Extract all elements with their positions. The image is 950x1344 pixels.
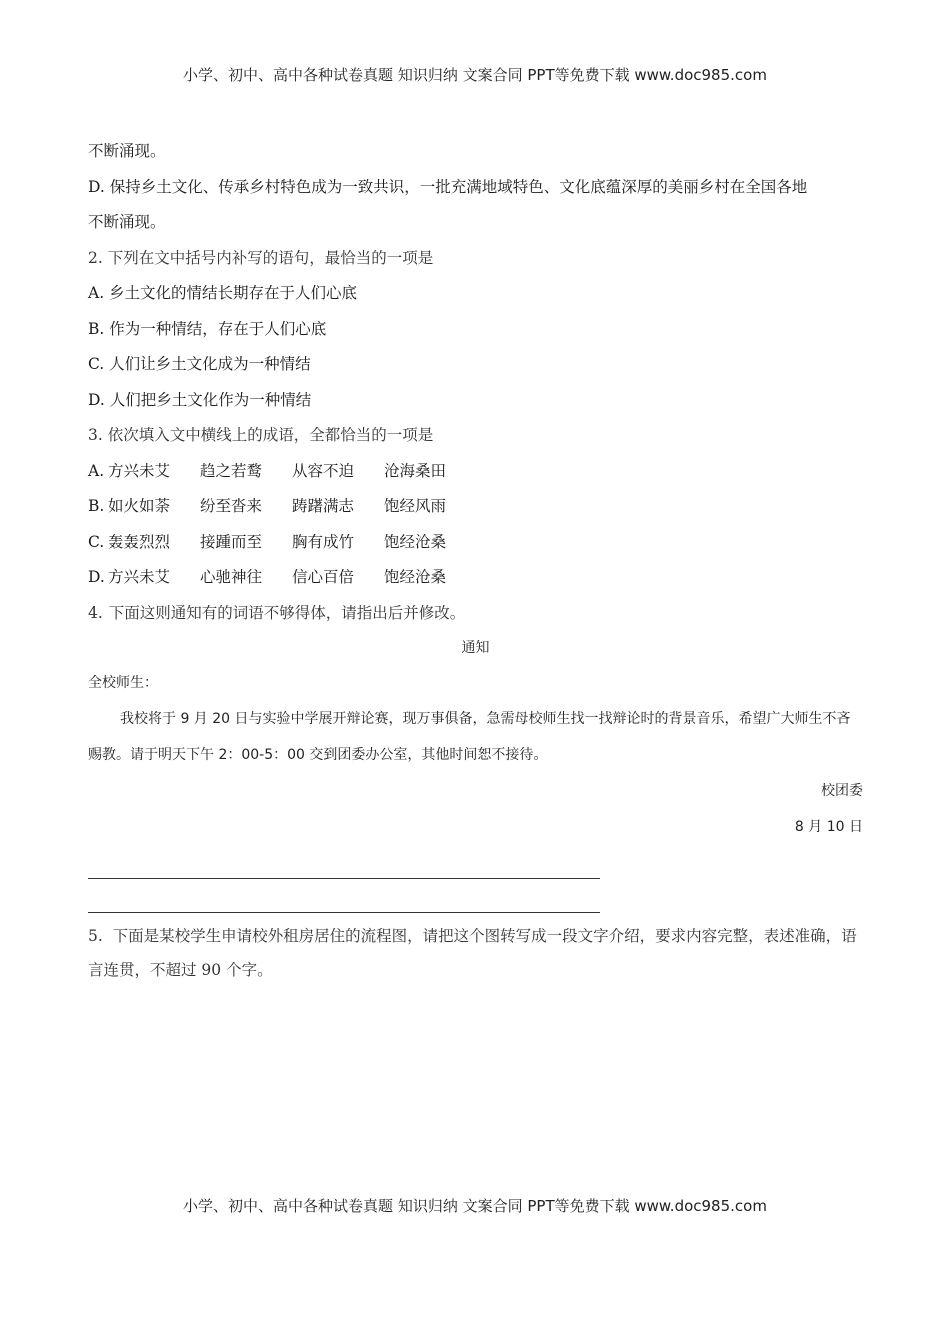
answer-line[interactable] — [88, 845, 600, 879]
q2-option-d: D. 人们把乡土文化作为一种情结 — [88, 390, 312, 409]
q1-tail-line: 不断涌现。 — [88, 142, 166, 160]
notice-body: 我校将于 9 月 20 日与实验中学展开辩论赛，现万事俱备，急需母校师生找一找辩论时的背景音乐，希望广大师生不吝赐教。请于明天下午 2：00-5：00 交到团委办公室，其他时间恕不接待。 — [88, 711, 851, 763]
notice-signer: 校团委 — [821, 783, 863, 799]
option-label: D. — [88, 568, 105, 586]
q3-option-d — [88, 560, 863, 596]
answer-line[interactable] — [88, 879, 600, 913]
idiom: 胸有成竹 — [292, 532, 355, 551]
q4-number: 4. — [88, 603, 103, 622]
q2-option-a: A. 乡土文化的情结长期存在于人们心底 — [88, 284, 358, 302]
q5-body: 下面是某校学生申请校外租房居住的流程图，请把这个图转写成一段文字介绍，要求内容完整，表述准确，语言连贯，不超过 90 个字。 — [88, 927, 857, 979]
idiom: 如火如荼 — [108, 497, 171, 515]
q4-text: 下面这则通知有的词语不够得体，请指出后并修改。 — [108, 603, 466, 622]
page-content — [88, 134, 863, 987]
idiom: 方兴未艾 — [108, 461, 171, 480]
idiom: 心驰神往 — [200, 568, 263, 586]
idiom: 从容不迫 — [292, 461, 355, 480]
q2-option-c: C. 人们让乡土文化成为一种情结 — [88, 355, 311, 373]
page-header: 小学、初中、高中各种试卷真题 知识归纳 文案合同 PPT等免费下载 www.doc985.com — [183, 66, 767, 84]
q4-title — [88, 596, 863, 632]
option-label: B. — [88, 497, 105, 515]
idiom: 踌躇满志 — [292, 497, 355, 515]
q2-option-b: B. 作为一种情结，存在于人们心底 — [88, 319, 327, 338]
q1-option-d: D. 保持乡土文化、传承乡村特色成为一致共识，一批充满地域特色、文化底蕴深厚的美丽乡村在全国各地 — [88, 177, 808, 196]
option-label: C. — [88, 532, 105, 551]
q3-title: 3. 依次填入文中横线上的成语，全都恰当的一项是 — [88, 426, 434, 444]
notice-greeting: 全校师生： — [88, 675, 158, 691]
idiom: 饱经沧桑 — [384, 568, 447, 586]
q1-option-d-cont: 不断涌现。 — [88, 213, 166, 231]
q3-options — [88, 454, 863, 596]
option-label: A. — [88, 461, 105, 480]
idiom: 沧海桑田 — [384, 461, 447, 480]
q5-number: 5. — [88, 927, 103, 945]
notice-date: 8 月 10 日 — [794, 819, 863, 835]
idiom: 饱经沧桑 — [384, 532, 447, 551]
q5-text — [88, 919, 863, 987]
idiom: 接踵而至 — [200, 532, 263, 551]
q3-option-a — [88, 454, 863, 490]
q3-option-c — [88, 525, 863, 561]
idiom: 纷至沓来 — [200, 497, 263, 515]
idiom: 信心百倍 — [292, 568, 355, 586]
notice — [88, 631, 863, 845]
page-footer: 小学、初中、高中各种试卷真题 知识归纳 文案合同 PPT等免费下载 www.doc985.com — [183, 1197, 767, 1215]
idiom: 轰轰烈烈 — [108, 532, 171, 551]
idiom: 饱经风雨 — [384, 497, 447, 515]
q2-title: 2. 下列在文中括号内补写的语句，最恰当的一项是 — [88, 248, 434, 267]
q3-option-b — [88, 489, 863, 525]
idiom: 方兴未艾 — [108, 568, 171, 586]
idiom: 趋之若鹜 — [200, 461, 263, 480]
notice-title: 通知 — [461, 640, 490, 656]
